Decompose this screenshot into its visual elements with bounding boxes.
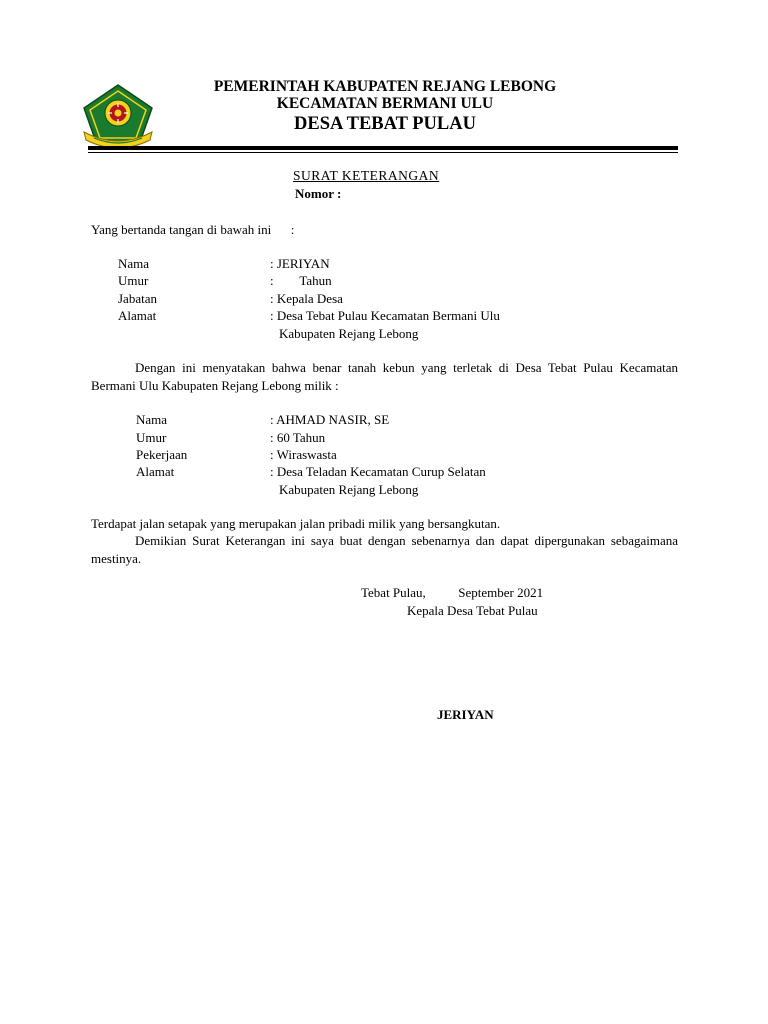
owner-age-value: : 60 Tahun xyxy=(270,430,326,445)
signer-address-line2: Kabupaten Rejang Lebong xyxy=(279,326,419,341)
closing-paragraph: Demikian Surat Keterangan ini saya buat dengan sebenarnya dan dapat dipergunakan sebagaimana mestinya. xyxy=(91,533,678,566)
owner-age-label: Umur xyxy=(136,430,167,445)
intro-text: Yang bertanda tangan di bawah ini : xyxy=(91,222,295,237)
owner-address-label: Alamat xyxy=(136,464,175,479)
regency-logo-icon xyxy=(80,82,156,150)
signer-age-label: Umur xyxy=(118,273,149,288)
header-divider-thin xyxy=(88,152,678,153)
signature-place-date: Tebat Pulau, September 2021 xyxy=(361,585,544,600)
owner-address-value: : Desa Teladan Kecamatan Curup Selatan xyxy=(270,464,486,479)
statement-paragraph: Dengan ini menyatakan bahwa benar tanah kebun yang terletak di Desa Tebat Pulau Kecamatan Bermani Ulu Kabupaten Rejang Lebong milik : xyxy=(91,360,678,393)
owner-occupation-value: : Wiraswasta xyxy=(270,447,337,462)
document-number: Nomor : xyxy=(295,186,342,201)
header-village-line: DESA TEBAT PULAU xyxy=(294,114,476,134)
owner-address-line2: Kabupaten Rejang Lebong xyxy=(279,482,419,497)
header-divider-thick xyxy=(88,146,678,150)
header-district-line: KECAMATAN BERMANI ULU xyxy=(276,95,494,112)
header-government-line: PEMERINTAH KABUPATEN REJANG LEBONG xyxy=(213,78,557,95)
owner-name-label: Nama xyxy=(136,412,168,427)
document-title: SURAT KETERANGAN xyxy=(293,168,440,183)
signer-address-value: : Desa Tebat Pulau Kecamatan Bermani Ulu xyxy=(270,308,500,323)
signature-position: Kepala Desa Tebat Pulau xyxy=(407,603,538,618)
signer-address-label: Alamat xyxy=(118,308,157,323)
note-text: Terdapat jalan setapak yang merupakan jalan pribadi milik yang bersangkutan. xyxy=(91,516,501,531)
signature-name: JERIYAN xyxy=(437,707,494,722)
signer-name-value: : JERIYAN xyxy=(270,256,330,271)
owner-name-value: : AHMAD NASIR, SE xyxy=(270,412,390,427)
signer-position-label: Jabatan xyxy=(118,291,157,306)
signer-position-value: : Kepala Desa xyxy=(270,291,343,306)
signer-name-label: Nama xyxy=(118,256,150,271)
signer-age-value: : Tahun xyxy=(270,273,332,288)
owner-occupation-label: Pekerjaan xyxy=(136,447,188,462)
